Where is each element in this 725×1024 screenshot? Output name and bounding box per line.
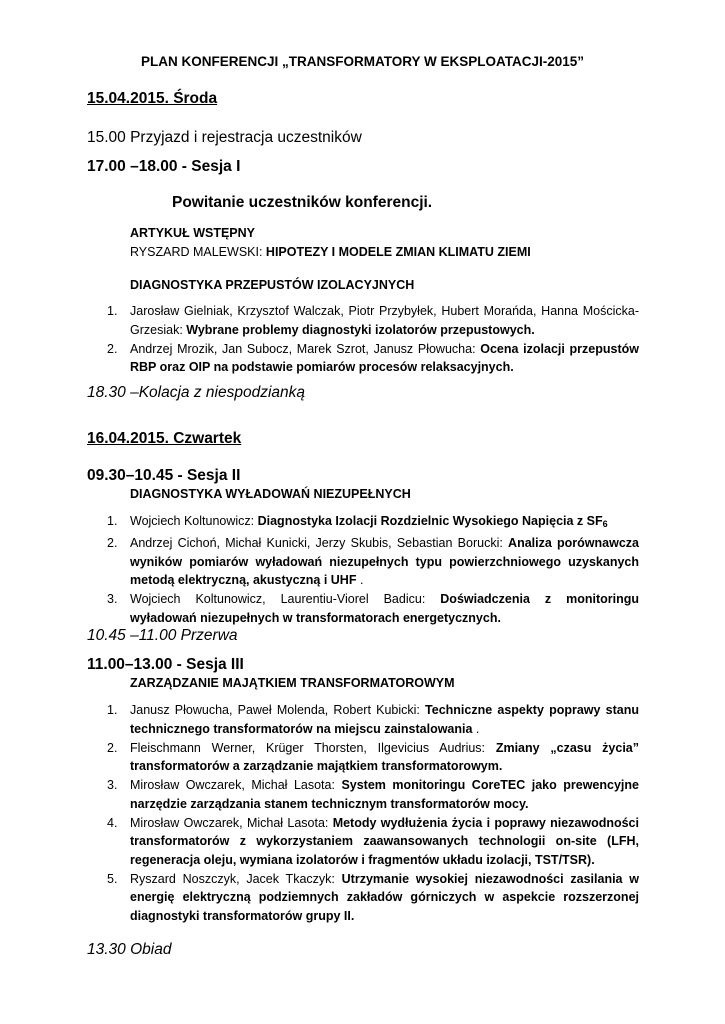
section2-heading: DIAGNOSTYKA WYŁADOWAŃ NIEZUPEŁNYCH — [130, 487, 411, 501]
list-item — [107, 590, 639, 627]
item-number: 5. — [107, 871, 118, 886]
item-authors: Jarosław Gielniak, Krzysztof Walczak, Piotr Przybyłek, Hubert Morańda, Hanna Mościcka-Grzesiak: — [130, 304, 639, 337]
list-item — [107, 814, 639, 870]
item-number: 1. — [107, 514, 118, 528]
session2-time: 09.30–10.45 - Sesja II — [87, 467, 241, 484]
day1-date: 15.04.2015. Środa — [87, 90, 218, 107]
item-title: Diagnostyka Izolacji Rozdzielnic Wysokiego Napięcia z SF — [257, 514, 603, 528]
item-title: Utrzymanie wysokiej niezawodności zasilania w energię elektryczną podziemnych zakładów górniczych w aspekcie rozszerzonej diagnostyki transformatorów grupy II. — [130, 871, 639, 923]
list-item — [107, 340, 639, 377]
item-authors: Janusz Płowucha, Paweł Molenda, Robert Kubicki: — [130, 703, 426, 717]
item-tail: . — [472, 721, 480, 736]
list-item — [107, 534, 639, 590]
item-title: Metody wydłużenia życia i poprawy niezawodności transformatorów z wykorzystaniem zaawansowanych technologii on-site (LFH, regeneracja oleju, wymiana izolatorów i fragmentów układu izolacji, TST/TSR). — [130, 815, 639, 867]
lunch-line: 13.30 Obiad — [87, 941, 172, 958]
dinner-line: 18.30 –Kolacja z niespodzianką — [87, 384, 306, 401]
item-title: Techniczne aspekty poprawy stanu technicznego transformatorów na miejscu zainstalowania — [130, 703, 639, 736]
item-authors: Wojciech Koltunowicz, Laurentiu-Viorel Badicu: — [130, 592, 441, 606]
item-number: 3. — [107, 592, 118, 606]
section2-list — [107, 512, 639, 628]
arrival-line: 15.00 Przyjazd i rejestracja uczestników — [87, 129, 362, 146]
welcome-line: Powitanie uczestników konferencji. — [172, 194, 433, 211]
section1-heading: DIAGNOSTYKA PRZEPUSTÓW IZOLACYJNYCH — [130, 278, 415, 292]
item-number: 3. — [107, 778, 118, 792]
item-number: 1. — [107, 703, 118, 717]
session3-time: 11.00–13.00 - Sesja III — [87, 656, 244, 673]
document-title: PLAN KONFERENCJI „TRANSFORMATORY W EKSPLOATACJI-2015” — [140, 54, 585, 69]
item-authors: Wojciech Koltunowicz: — [130, 514, 258, 528]
item-title: Doświadczenia z monitoringu wyładowań niezupełnych w transformatorach energetycznych. — [130, 592, 639, 625]
list-item — [107, 512, 639, 534]
intro-title: HIPOTEZY I MODELE ZMIAN KLIMATU ZIEMI — [265, 245, 531, 259]
list-item — [107, 870, 639, 926]
item-number: 1. — [107, 304, 118, 318]
item-authors: Andrzej Mrozik, Jan Subocz, Marek Szrot, Janusz Płowucha: — [130, 341, 481, 356]
section1-list — [107, 302, 639, 377]
session1-time: 17.00 –18.00 - Sesja I — [87, 158, 241, 175]
item-title: Zmiany „czasu życia” transformatorów a zarządzanie majątkiem transformatorowym. — [130, 740, 639, 773]
list-item — [107, 739, 639, 776]
item-title: Wybrane problemy diagnostyki izolatorów przepustowych. — [186, 322, 535, 337]
list-item — [107, 302, 639, 339]
item-authors: Mirosław Owczarek, Michał Lasota: — [130, 778, 342, 792]
break-line: 10.45 –11.00 Przerwa — [87, 627, 238, 644]
item-authors: Mirosław Owczarek, Michał Lasota: — [130, 815, 333, 830]
item-title-subscript: 6 — [602, 519, 608, 529]
item-authors: Fleischmann Werner, Krüger Thorsten, Ilgevicius Audrius: — [130, 740, 496, 755]
item-number: 2. — [107, 341, 118, 356]
item-title: Ocena izolacji przepustów RBP oraz OIP na podstawie pomiarów procesów relaksacyjnych. — [130, 341, 639, 374]
item-authors: Ryszard Noszczyk, Jacek Tkaczyk: — [130, 871, 342, 886]
list-item — [107, 776, 639, 813]
intro-article — [130, 245, 531, 259]
item-number: 2. — [107, 536, 118, 550]
item-authors: Andrzej Cichoń, Michał Kunicki, Jerzy Skubis, Sebastian Borucki: — [130, 536, 509, 550]
day2-date: 16.04.2015. Czwartek — [87, 430, 242, 447]
list-item — [107, 701, 639, 738]
intro-heading: ARTYKUŁ WSTĘPNY — [130, 226, 255, 240]
item-title: Analiza porównawcza wyników pomiarów wyładowań niezupełnych typu powierzchniowego uzyskanych metodą elektryczną, akustyczną i UHF — [130, 536, 639, 587]
item-title: System monitoringu CoreTEC jako prewencyjne narzędzie zarządzania stanem technicznym transformatorów mocy. — [130, 778, 639, 811]
item-tail: . — [356, 573, 364, 587]
intro-author: RYSZARD MALEWSKI: — [130, 245, 266, 259]
section3-heading: ZARZĄDZANIE MAJĄTKIEM TRANSFORMATOROWYM — [130, 676, 455, 690]
item-number: 4. — [107, 815, 118, 830]
item-number: 2. — [107, 740, 118, 755]
section3-list — [107, 701, 639, 926]
